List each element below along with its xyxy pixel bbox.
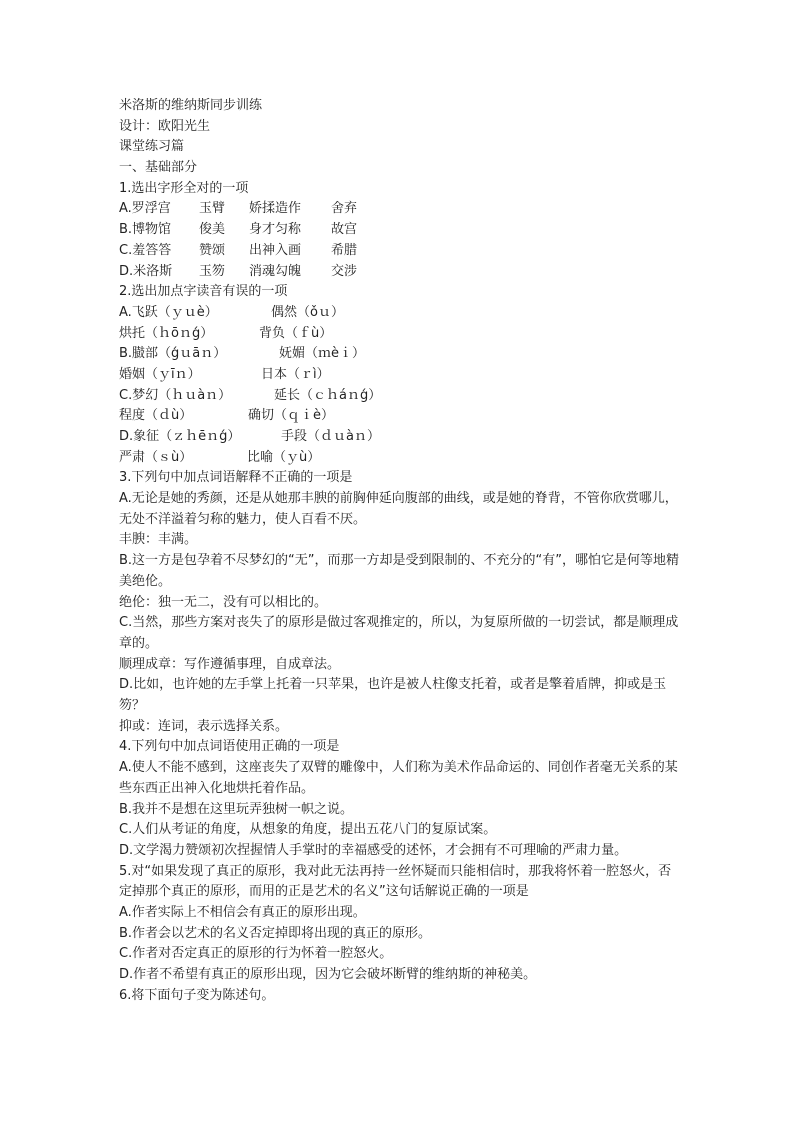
q5-option-d: D.作者不希望有真正的原形出现，因为它会破坏断臂的维纳斯的神秘美。: [119, 967, 537, 983]
option-word: 希腊: [331, 242, 358, 258]
q3-option-a: A.无论是她的秀颜，还是从她那丰腴的前胸伸延向腹部的曲线，或是她的脊背，不管你欣赏哪儿，无处不洋溢着匀称的魅力，使人百看不厌。: [119, 491, 678, 527]
option-word: B.博物馆: [119, 222, 172, 238]
q2-pair: [119, 303, 679, 324]
q3-note-b: 绝伦：独一无二，没有可以相比的。: [119, 594, 328, 610]
pinyin-item: 日本（ｒì）: [261, 366, 330, 382]
option-word: 玉臂: [199, 201, 226, 217]
q1-option-a: [119, 199, 679, 220]
pinyin-item: 确切（ｑｉè）: [248, 408, 334, 424]
q5-option-a: A.作者实际上不相信会有真正的原形出现。: [119, 905, 366, 921]
pinyin-item: 偶然（ǒｕ）: [271, 304, 344, 320]
option-word: 玉笏: [199, 263, 226, 279]
pinyin-item: 延长（ｃｈáｎǵ）: [274, 387, 382, 403]
q1-option-d: [119, 262, 679, 283]
pinyin-item: D.象征（ｚｈēｎǵ）: [119, 429, 241, 444]
option-word: 交涉: [331, 263, 358, 279]
q2-pair: [119, 386, 679, 407]
q2-pair: [119, 406, 679, 427]
q3-option-d: D.比如，也许她的左手掌上托着一只苹果，也许是被人柱像支托着，或者是擎着盾牌，抑或是玉笏？: [119, 677, 667, 714]
q6-stem: 6.将下面句子变为陈述句。: [119, 987, 275, 1003]
q4-stem: 4.下列句中加点词语使用正确的一项是: [119, 739, 340, 755]
q3-option-b: B.这一方是包孕着不尽梦幻的“无”，而那一方却是受到限制的、不充分的“有”，哪怕它是何等地精美绝伦。: [119, 553, 679, 589]
part-heading: 一、基础部分: [119, 160, 198, 176]
q5-option-c: C.作者对否定真正的原形的行为怀着一腔怒火。: [119, 946, 393, 962]
pinyin-item: 妩媚（ｍèｉ）: [279, 346, 365, 362]
option-word: C.羞答答: [119, 242, 172, 258]
option-word: A.罗浮宫: [119, 201, 171, 217]
q4-option-d: D.文学渴力赞颂初次捏握情人手掌时的幸福感受的述怀，才会拥有不可理喻的严肃力量。: [119, 842, 628, 858]
pinyin-item: C.梦幻（ｈｕàｎ）: [119, 387, 232, 403]
q3-stem: 3.下列句中加点词语解释不正确的一项是: [119, 470, 353, 486]
pinyin-item: 烘托（ｈōｎǵ）: [119, 325, 214, 341]
pinyin-item: 婚姻（ｙīｎ）: [119, 366, 201, 382]
option-word: 出神入画: [249, 242, 302, 258]
option-word: 赞颂: [199, 242, 226, 258]
option-word: D.米洛斯: [119, 263, 173, 279]
option-word: 消魂勾魄: [249, 263, 302, 279]
option-word: 娇揉造作: [249, 201, 302, 217]
q1-option-b: [119, 220, 679, 241]
option-word: 舍弃: [331, 201, 358, 217]
q1-option-c: [119, 241, 679, 262]
pinyin-item: B.臌部（ǵｕāｎ）: [119, 346, 227, 362]
q5-stem: 5.对“如果发现了真正的原形，我对此无法再持一丝怀疑而只能相信时，那我将怀着一腔怒火，否定掉那个真正的原形，而用的正是艺术的名义”这句话解说正确的一项是: [119, 863, 672, 900]
q3-note-d: 抑或：连词，表示选择关系。: [119, 718, 289, 734]
pinyin-item: A.飞跃（ｙｕè）: [119, 304, 218, 320]
q2-pair: [119, 324, 679, 345]
pinyin-item: 程度（ｄù）: [119, 408, 193, 424]
q5-option-b: B.作者会以艺术的名义否定掉即将出现的真正的原形。: [119, 925, 432, 941]
option-word: 俊美: [199, 222, 226, 238]
pinyin-item: 严肃（ｓù）: [119, 449, 193, 465]
q4-option-c: C.人们从考证的角度，从想象的角度，提出五花八门的复原试案。: [119, 822, 497, 838]
q3-note-a: 丰腴：丰满。: [119, 532, 198, 548]
q2-pair: [119, 365, 679, 386]
doc-title: 米洛斯的维纳斯同步训练: [119, 98, 263, 113]
pinyin-item: 比喻（ｙù）: [247, 449, 321, 465]
section-heading: 课堂练习篇: [119, 139, 185, 155]
q2-pair: [119, 344, 679, 365]
q4-option-a: A.使人不能不感到，这座丧失了双臂的雕像中，人们称为美术作品命运的、同创作者毫无关系的某些东西正出神入化地烘托着作品。: [119, 760, 678, 796]
pinyin-item: 背负（ｆù）: [259, 325, 333, 341]
q3-option-c: C.当然，那些方案对丧失了的原形是做过客观推定的，所以，为复原所做的一切尝试，都是顺理成章的。: [119, 615, 679, 651]
q3-note-c: 顺理成章：写作遵循事理，自成章法。: [119, 656, 341, 672]
pinyin-item: 手段（ｄｕàｎ）: [281, 429, 380, 444]
q2-stem: 2.选出加点字读音有误的一项: [119, 284, 288, 300]
q2-pair: [119, 427, 679, 448]
q1-stem: 1.选出字形全对的一项: [119, 180, 249, 196]
q2-pair: [119, 448, 679, 469]
option-word: 身才匀称: [249, 222, 302, 238]
option-word: 故宫: [331, 222, 358, 238]
designer-line: 设计：欧阳光生: [119, 118, 211, 134]
document-page: [119, 96, 679, 1006]
q4-option-b: B.我并不是想在这里玩弄独树一帜之说。: [119, 801, 354, 817]
